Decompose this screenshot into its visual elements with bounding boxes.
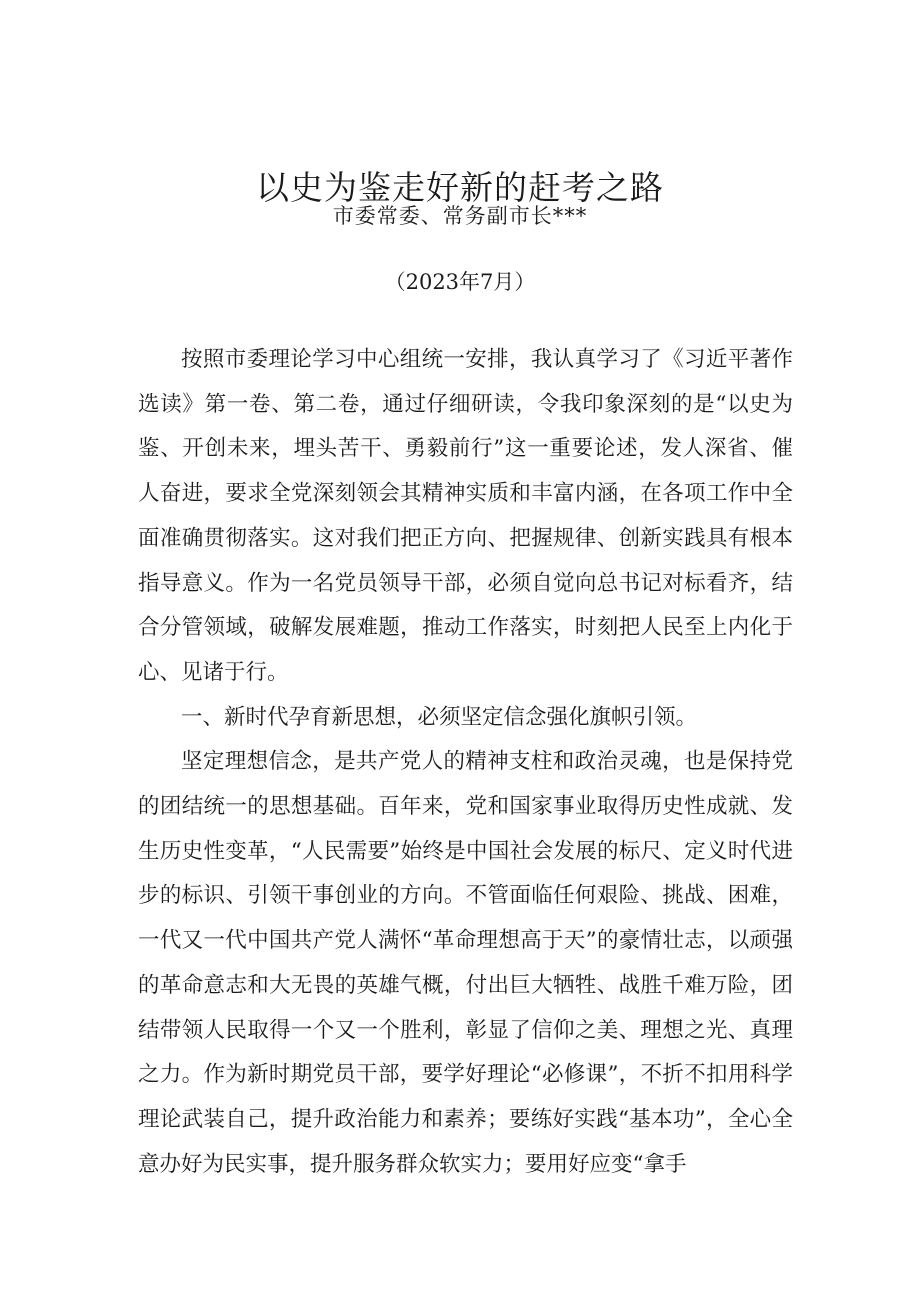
section-1-paragraph: 坚定理想信念，是共产党人的精神支柱和政治灵魂，也是保持党的团结统一的思想基础。百年来，党和国家事业取得历史性成就、发生历史性变革，“人民需要”始终是中国社会发展的标尺、定义时代进步的标识、引领干事创业的方向。不管面临任何艰险、挑战、困难，一代又一代中国共产党人满怀“革命理想高于天”的豪情壮志，以顽强的革命意志和大无畏的英雄气概，付出巨大牺牲、战胜千难万险，团结带领人民取得一个又一个胜利，彰显了信仰之美、理想之光、真理之力。作为新时期党员干部，要学好理论“必修课”，不折不扣用科学理论武装自己，提升政治能力和素养；要练好实践“基本功”，全心全意办好为民实事，提升服务群众软实力；要用好应变“拿手	[138, 749, 793, 1177]
author-line: 市委常委、常务副市长***	[332, 204, 588, 228]
intro-paragraph: 按照市委理论学习中心组统一安排，我认真学习了《习近平著作选读》第一卷、第二卷，通过仔细研读，令我印象深刻的是“以史为鉴、开创未来，埋头苦干、勇毅前行”这一重要论述，发人深省、催人奋进，要求全党深刻领会其精神实质和丰富内涵，在各项工作中全面准确贯彻落实。这对我们把正方向、把握规律、创新实践具有根本指导意义。作为一名党员领导干部，必须自觉向总书记对标看齐，结合分管领域，破解发展难题，推动工作落实，时刻把人民至上内化于心、见诸于行。	[138, 347, 793, 685]
document-title: 以史为鉴走好新的赶考之路	[256, 168, 664, 208]
date-line: （2023年7月）	[384, 270, 536, 294]
section-heading-1: 一、新时代孕育新思想，必须坚定信念强化旗帜引领。	[181, 704, 698, 730]
document-body	[138, 338, 793, 1187]
